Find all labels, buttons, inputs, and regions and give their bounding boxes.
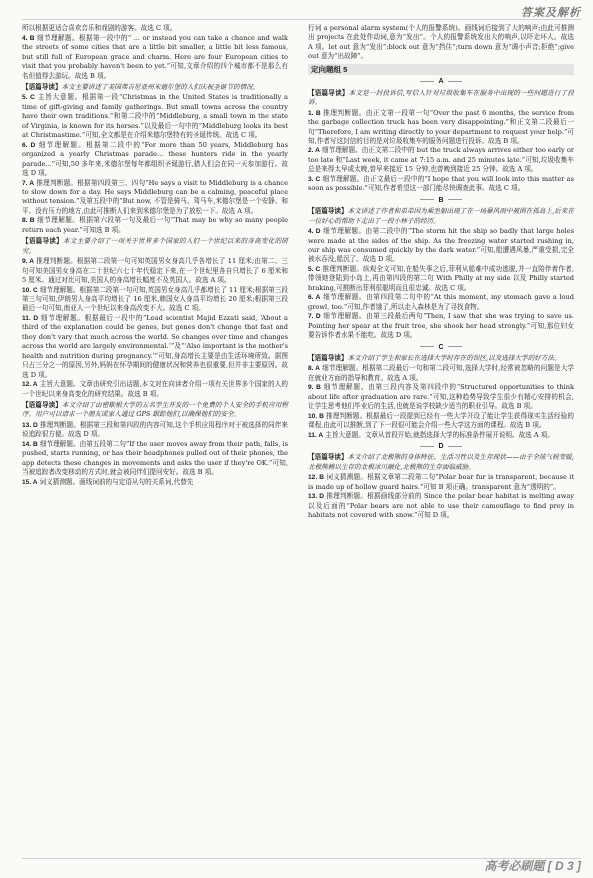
passage-label: [308, 77, 574, 86]
guide-tag: 【语篇导读】: [22, 237, 63, 246]
guide-tag: 【语篇导读】: [308, 88, 349, 97]
guide-text: 本文是一封投诉信,写信人针对垃圾收集车在服务中出现的一些问题进行了投诉。: [308, 88, 574, 107]
label-rule: [420, 81, 434, 82]
answer-item: [22, 478, 288, 487]
answer-item: [22, 34, 288, 81]
answer-item: [308, 431, 574, 440]
answer-item: [308, 265, 574, 293]
answer-explanation: 细节理解题。由第五段第二句“If the user moves away from their path, falls, is pushed, starts running, or has their headphones pulled out of their phones, the app detects these changes in movements and asks the user if they're OK.”可知,当被追踪者改变移动的方式时,就会被同伴们提问安好。故选 B 项。: [22, 439, 288, 477]
label-rule: [448, 81, 462, 82]
guide-text: 本文介绍了由密歇根大学的五名学生开发的一个免费的个人安全的手机应用程序。用户可以请求一个朋友或家人通过 GPS 跟踪他们,以确保他们的安全。: [22, 400, 289, 419]
answer-item: [308, 227, 574, 265]
right-column: [308, 24, 574, 521]
passage-guide: [22, 237, 288, 256]
paragraph: 所以根据更适合喜欢音乐和戏剧的游客。故选 C 项。: [22, 24, 177, 32]
answer-number: 13. D: [308, 493, 324, 501]
label-rule: [448, 199, 462, 200]
answer-item: [22, 380, 288, 399]
answer-item: [308, 492, 574, 520]
answer-number: 6. A: [308, 294, 321, 302]
answer-item: [308, 146, 574, 174]
answer-explanation: 推理判断题。根据第四段第三、四句“He says a visit to Middleburg is a chance to slow down for a day. He says Middleburg can be a calming, peaceful place without tension.”及第五段中的“But now, 不管是骑马、驾马车,米德尔堡是一个安静、和平、没有压力的地方,由此可推断人们来到米德尔堡是为了放松一下。故选 A 项。: [22, 178, 288, 215]
answer-item: [22, 440, 288, 478]
answer-number: 12. B: [308, 474, 324, 482]
page-header: 答案及解析: [521, 7, 581, 19]
label-rule: [448, 446, 462, 447]
answer-number: 13. D: [22, 421, 38, 429]
answer-explanation: 细节理解题。根据第六段第一句及最后一句“That may be why so many people return each year.”可知选 B 项。: [22, 216, 289, 234]
passage-guide: [308, 354, 574, 363]
answer-explanation: 细节理解题。根据第二段第一句可知,英国男女身高几乎都增长了 11 厘米;根据第三段第三句可知,伊朗男人身高平均增长了 16 厘米,韩国女人身高平均增长 20 厘米;根据第三段最后一句可知,南亚人一个世纪以来身高改变不大。故选 C 项。: [22, 285, 288, 313]
answer-number: 7. A: [22, 179, 35, 187]
label-rule: [420, 199, 434, 200]
answer-explanation: 推理判断题。根据第三段和第四段的内容可知,这个手机应用程序对于被选择的同伴来说追踪很方便。故选 D 项。: [22, 420, 288, 439]
answer-explanation: 细节理解题。由第四段第二句中的“At this moment, my stomach gave a loud growl, too.”可知,作者饿了,所以走入森林是为了寻找食物。: [308, 293, 574, 311]
answer-item: [308, 109, 574, 147]
guide-tag: 【语篇导读】: [308, 353, 348, 362]
answer-number: 4. D: [308, 228, 321, 236]
answer-number: 12. A: [22, 381, 38, 389]
answer-explanation: 推理判断题。根据画线部分前的 Since the polar bear habitat is melting away 以及后面的“Polar bears are not able to use their camouflage to find prey in habitats not covered with snow.”可知 D 项。: [308, 492, 574, 520]
passage-label: [308, 442, 574, 451]
answer-explanation: 细节理解题。根据第二段最后一句和第二段可知,选择大学时,经常被忽略的问题是大学在就业方面的指导和教育。故选 A 项。: [308, 364, 574, 382]
guide-text: 本文介绍了北极熊的身体特征、生活习性以及生存现状——由于全球气候变暖,北极熊赖以生存的北极冰川融化,北极熊的生存面临威胁。: [308, 453, 574, 471]
answer-explanation: 主旨大意题。根据第一段“Christmas in the United States is traditionally a time of gift-giving and family gatherings. But small towns across the country have their own traditions.”和第二段中的“Middleburg, a small town in the state of Virginia, is known for its horses.”以及最后一句中的“Middleburg looks its best at Christmastime.”可知,全文都是在介绍米德尔堡特有的圣诞传统。故选 C 项。: [22, 93, 288, 140]
answer-number: 10. B: [308, 412, 324, 420]
passage-label: [308, 343, 574, 352]
answer-number: 4. B: [22, 34, 35, 42]
answer-number: 8. A: [308, 365, 320, 373]
answer-item: [308, 293, 574, 312]
answer-item: [308, 175, 574, 194]
answer-explanation: 细节理解题。由第三段最后两句“Then, I saw that she was trying to save us. Pointing her spear at the fruit tree, she shook her head strongly.”可知,那位妇女要告诉作者水果不能吃。故选 D 项。: [308, 312, 574, 340]
answer-number: 11. A: [308, 431, 324, 439]
answer-number: 2. A: [308, 147, 320, 155]
answer-explanation: 细节理解题。由第二段中的“The storm hit the ship so badly that large holes were made at the sides of the ship. As the freezing water started rushing in, our ship was consumed quickly by the dark water.”可知,船遭遇风暴,严重受损,完全被水吞没,船沉了。故选 D 项。: [308, 227, 574, 264]
answer-explanation: 推理判断题。纵观全文可知,在船失事之后,菲利从船难中成功逃脱,并一直陪伴着作者,带领她登陆到小岛上,再由第四段的第二句 With Philly at my side 以及 Philly started braking,可推断出菲利很聪明而且很忠诚。故选 C 项。: [308, 264, 574, 292]
label-rule: [448, 346, 462, 347]
answer-explanation: 细节理解题。根据第一段中的“ ... or instead you can take a chance and walk the streets of some cities that are a little bit smaller, a little bit less famous, but still full of European grace and charm. Here are four European cities to visit that you probably haven't been to yet.”可知,文章介绍的四个城市都不是那么有名但值得去游玩。故选 B 项。: [22, 33, 288, 80]
guide-tag: 【语篇导读】: [308, 453, 348, 462]
section-title: 定向题组 5: [308, 64, 574, 75]
page-footer: 高考必刷题 [ D 3 ]: [484, 859, 581, 873]
answer-item: [308, 312, 574, 340]
answer-explanation: 主旨大意题。文章从首段开始,就指选择大学的标准条件展开说明。故选 A 项。: [325, 430, 554, 439]
answer-explanation: 推理判断题。由正文第一段第一句“Over the past 6 months, the service from the garbage collection truck has been very disappointing.”和正文第二段最后一句“Therefore, I am writing directly to your department to request your help.”可知,作者写这封信的目的是对垃圾收集车的服务问题进行投诉。故选 B 项。: [308, 108, 574, 145]
answer-item: [22, 314, 288, 380]
answer-number: 11. D: [22, 314, 39, 322]
answer-explanation: 推理判断题。根据最后一段提到已经有一些大学开设了能让学生获得现实生活经验的课程,由此可以推断,到了下一段很可能会介绍一些大学这方面的课程。故选 B 项。: [308, 411, 574, 430]
passage-guide: [308, 207, 574, 226]
answer-explanation: 词义猜测题。根据文章第二段第二句“Polar bear fur is transparent, because it is made up of hollow guard hairs.”可知 B 项正确。transparent 意为“透明的”。: [308, 473, 574, 491]
label-rule: [420, 446, 434, 447]
guide-text: 本文介绍了学生和家长在选择大学时存在的误区,以及选择大学的好方法。: [347, 353, 561, 362]
left-column: [22, 24, 288, 487]
passage-letter: C: [438, 343, 444, 351]
answer-number: 1. B: [308, 109, 321, 117]
paragraph: 行词 a personal alarm system(个人的报警系统)。画线词后接到了大的响声;由此可推测出 projects 在此处作动词,意为“发出”。个人的报警系统发出大的响声,以吓走坏人。故选 A 项。let out 意为“发出”;block out 意为“挡住”;turn down 意为“调小声音;拒绝”;give out 意为“出故障”。: [308, 24, 574, 61]
answer-explanation: 主旨大意题。文章由研究引出话题,本文对在向读者介绍一项有关世界多个国家的人的一个世纪以来身高变化的研究结果。故选 B 项。: [22, 380, 288, 398]
answer-number: 6. D: [22, 141, 36, 149]
answer-number: 3. C: [308, 175, 321, 183]
passage-letter: D: [438, 443, 444, 451]
answer-item: [22, 286, 288, 314]
passage-label: [308, 196, 574, 205]
guide-text: 本文主要讲述了美国弗吉尼亚州米德尔堡的人们庆祝圣诞节的情况。: [61, 83, 260, 92]
label-rule: [420, 346, 434, 347]
passage-letter: B: [438, 196, 444, 204]
answer-number: 7. D: [308, 313, 321, 321]
answer-number: 9. A: [22, 258, 35, 266]
answer-explanation: 细节理解题。由正文最后一段中的“I hope that you will look into this matter as soon as possible.”可知,作者希望这一部门能尽快调查此事。故选 C 项。: [308, 174, 575, 193]
answer-explanation: 词义猜测题。画线词前的与定语从句的关系词,代替先: [39, 477, 194, 486]
answer-item: [22, 141, 288, 179]
answer-number: 8. B: [22, 217, 35, 225]
answer-number: 15. A: [22, 478, 38, 486]
answer-item: [308, 364, 574, 383]
guide-tag: 【语篇导读】: [22, 83, 62, 92]
answer-item: [22, 179, 288, 217]
passage-guide: [22, 83, 288, 92]
passage-letter: A: [438, 78, 444, 86]
answer-explanation: 推理判断题。根据第二段第一句可知英国男女身高几乎各增长了 11 厘米;由第二、三句可知美国男女身高在二十世纪六七十年代稳定下来,在一个世纪里各自只增长了 6 厘米和 5 厘米。通过对比可知,美国人的身高增长幅度不及英国人。故选 A 项。: [22, 257, 288, 285]
answer-item: [308, 412, 574, 431]
answer-number: 9. B: [308, 384, 321, 392]
answer-explanation: 细节理解题。根据最后一段中的“Lead scientist Majid Ezzati said, ‘About a third of the explanation could be genes, but genes don't change that fast and they don't vary that much across the world. So changes over time and changes across the world are largely environmental.’”及“‘Also important is the mother's health and nutrition during pregnancy.’”可知,身高增长主要是由生活环境所致。据图只占三分之一的原因,另外,妈妈在怀孕期间的健康状况和营养也很重要,但并非主要原因。故选 D 项。: [22, 313, 288, 379]
answer-item: [22, 257, 288, 285]
guide-tag: 【语篇导读】: [22, 400, 62, 409]
answer-item: [308, 383, 574, 411]
passage-guide: [308, 453, 574, 472]
answer-explanation: 细节理解题。根据第二段中的“For more than 50 years, Middleburg has organized a yearly Christmas parade... these hunters ride in the yearly parade...”可知,50 多年来,米德尔堡每年都组织圣诞游行,猎人们会在同一天参加游行。故选 D 项。: [22, 140, 288, 178]
answer-item: [22, 216, 288, 235]
passage-guide: [22, 401, 288, 420]
guide-tag: 【语篇导读】: [308, 207, 348, 216]
answer-item: [308, 473, 574, 492]
answer-number: 10. C: [22, 286, 38, 294]
guide-text: 本文主要介绍了一项关于世界多个国家的人们一个世纪以来的身高变化的研究。: [22, 237, 289, 255]
answer-explanation: 细节理解题。由第三段内容及第四段中的“Structured opportunities to think about life after graduation are rare.”可知,这种趋势导致学生很少有精心安排的机会,让学生思考他们毕业后的生活,也就是说学校缺少适当的职业引导。故选 B 项。: [308, 383, 574, 411]
answer-number: 5. C: [22, 94, 35, 102]
header-rule: [22, 19, 581, 20]
answer-number: 5. C: [308, 265, 321, 273]
guide-text: 本文讲述了作者和弟弟因为乘坐船出现了在一场暴风雨中被困在孤岛上,后来在一位好心的帮助下走出了一段小林子的经历。: [308, 207, 574, 225]
answer-explanation: 细节理解题。由正文第二段中的 but the truck always arrives either too early or too late 和“Last week, it came at 7:15 a.m. and 25 minutes late.”可知,垃圾收集车总是来得太早或太晚,曾早来接近 15 分钟,也曾晚到接近 25 分钟。故选 A 项。: [308, 146, 574, 174]
answer-number: 14. B: [22, 440, 38, 448]
passage-guide: [308, 89, 574, 108]
answer-item: [22, 421, 288, 440]
answer-item: [22, 93, 288, 140]
